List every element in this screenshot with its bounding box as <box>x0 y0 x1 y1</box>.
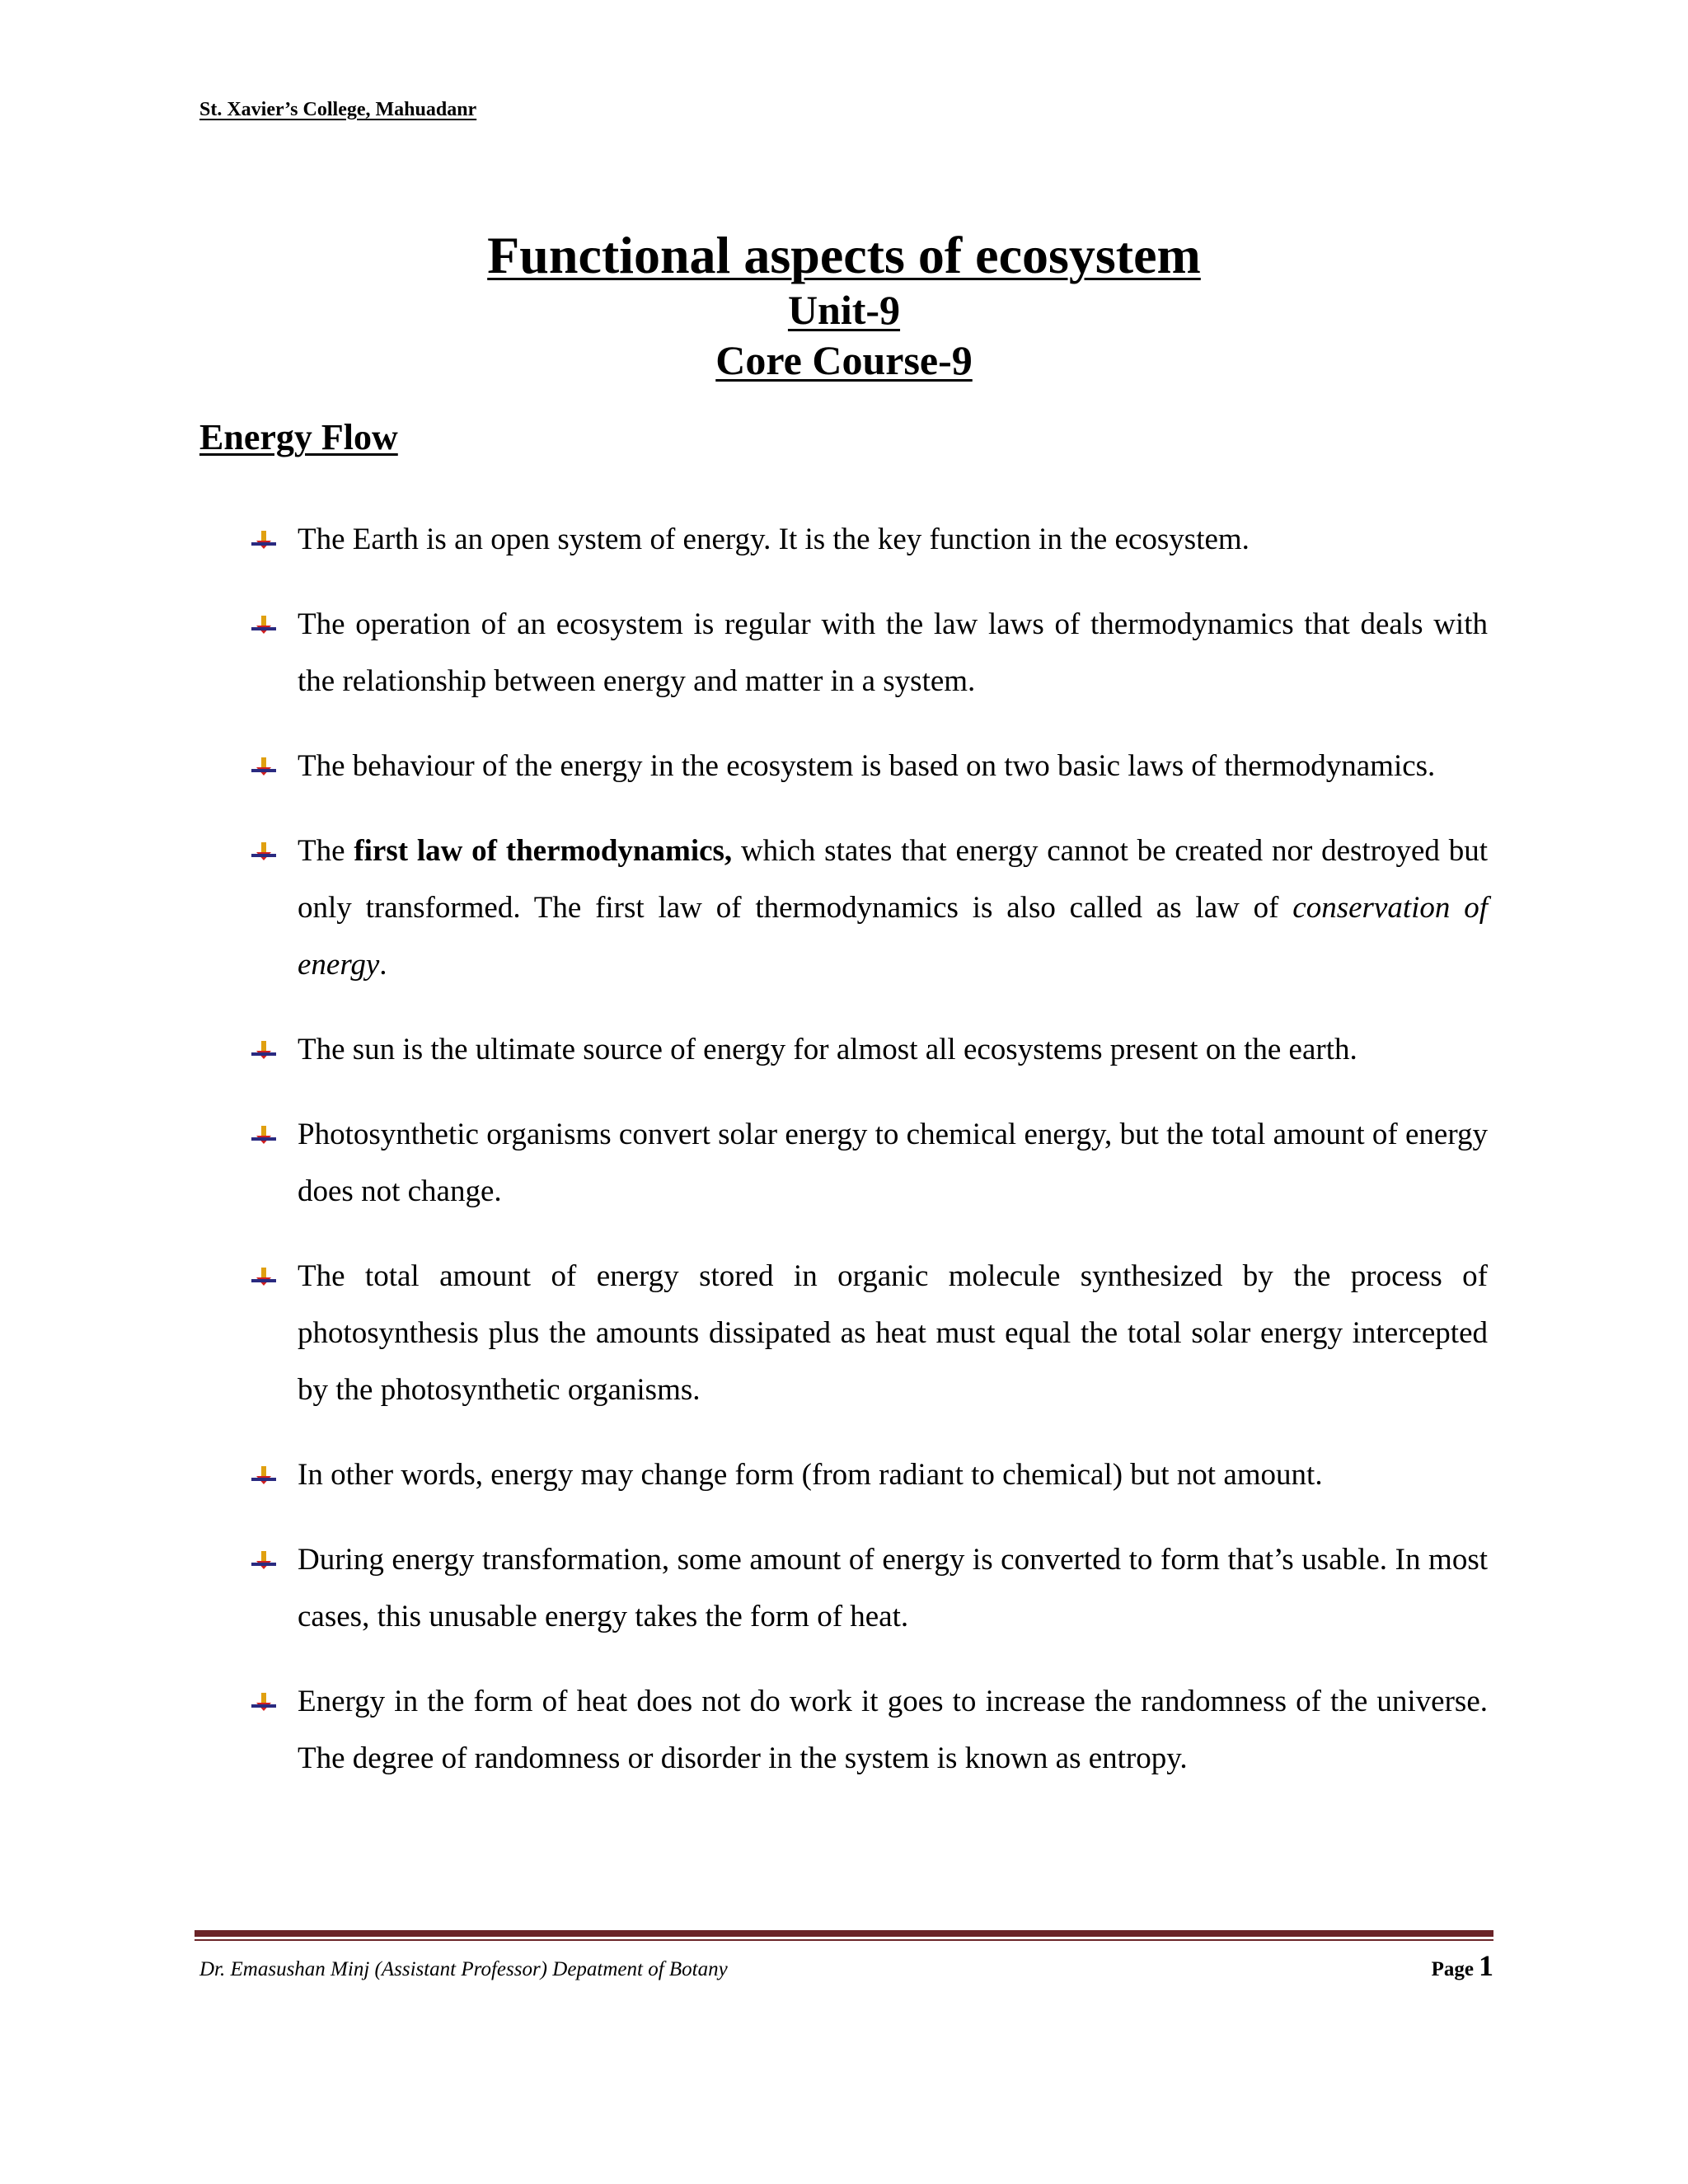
footer-author: Dr. Emasushan Minj (Assistant Professor) Depatment of Botany <box>199 1958 728 1980</box>
bullet-text: Photosynthetic organisms convert solar energy to chemical energy, but the total amount of energy does not change. <box>298 1118 1488 1208</box>
bullet-item <box>251 1531 1488 1645</box>
page-number-value: 1 <box>1479 1949 1493 1982</box>
document-title: Functional aspects of ecosystem <box>487 226 1201 284</box>
down-arrow-bullet-icon <box>251 1126 276 1146</box>
footer-divider <box>195 1930 1493 1941</box>
footer-divider-thick <box>195 1930 1493 1937</box>
bullet-item <box>251 823 1488 993</box>
bullet-text-middle: which states that energy cannot be created nor destroyed but only transformed. The first law of thermodynamics is also called as law of <box>298 834 1488 925</box>
down-arrow-bullet-icon <box>251 1041 276 1061</box>
down-arrow-bullet-icon <box>251 531 276 551</box>
bullet-item <box>251 596 1488 710</box>
bullet-text: Energy in the form of heat does not do work it goes to increase the randomness of the universe. The degree of randomness or disorder in the system is known as entropy. <box>298 1685 1488 1775</box>
bullet-item <box>251 511 1488 568</box>
institution-header: St. Xavier’s College, Mahuadanr <box>199 99 477 120</box>
down-arrow-bullet-icon <box>251 1551 276 1571</box>
bullet-item <box>251 1248 1488 1418</box>
bullet-text: During energy transformation, some amount of energy is converted to form that’s usable. In most cases, this unusable energy takes the form of heat. <box>298 1543 1488 1633</box>
down-arrow-bullet-icon <box>251 616 276 635</box>
bullet-list <box>251 511 1488 1815</box>
down-arrow-bullet-icon <box>251 1693 276 1713</box>
footer-divider-thin <box>195 1939 1493 1941</box>
bullet-item <box>251 738 1488 794</box>
down-arrow-bullet-icon <box>251 757 276 777</box>
bullet-text-italic: conservation of energy <box>298 891 1488 982</box>
down-arrow-bullet-icon <box>251 1466 276 1486</box>
bullet-item <box>251 1106 1488 1220</box>
bullet-text-suffix: . <box>379 948 387 982</box>
page-label: Page <box>1431 1958 1474 1980</box>
down-arrow-bullet-icon <box>251 1268 276 1287</box>
bullet-item <box>251 1446 1488 1503</box>
bullet-text: The sun is the ultimate source of energy for almost all ecosystems present on the earth. <box>298 1033 1357 1066</box>
page-number <box>1432 1948 1493 1983</box>
bullet-item <box>251 1673 1488 1787</box>
title-block <box>0 226 1688 386</box>
bullet-text-prefix: The <box>298 834 354 868</box>
course-label: Core Course-9 <box>715 336 973 383</box>
bullet-text-bold: first law of thermodynamics, <box>354 834 733 868</box>
down-arrow-bullet-icon <box>251 842 276 862</box>
bullet-item <box>251 1021 1488 1078</box>
bullet-text: The behaviour of the energy in the ecosystem is based on two basic laws of thermodynamics. <box>298 749 1436 783</box>
bullet-text: The total amount of energy stored in organic molecule synthesized by the process of photosynthesis plus the amounts dissipated as heat must equal the total solar energy intercepted by the photosynthetic organisms. <box>298 1259 1488 1407</box>
bullet-text: The operation of an ecosystem is regular with the law laws of thermodynamics that deals with the relationship between energy and matter in a system. <box>298 607 1488 698</box>
section-heading: Energy Flow <box>199 417 398 457</box>
bullet-text: In other words, energy may change form (from radiant to chemical) but not amount. <box>298 1458 1323 1492</box>
unit-label: Unit-9 <box>787 286 901 333</box>
bullet-text: The Earth is an open system of energy. It is the key function in the ecosystem. <box>298 523 1250 556</box>
